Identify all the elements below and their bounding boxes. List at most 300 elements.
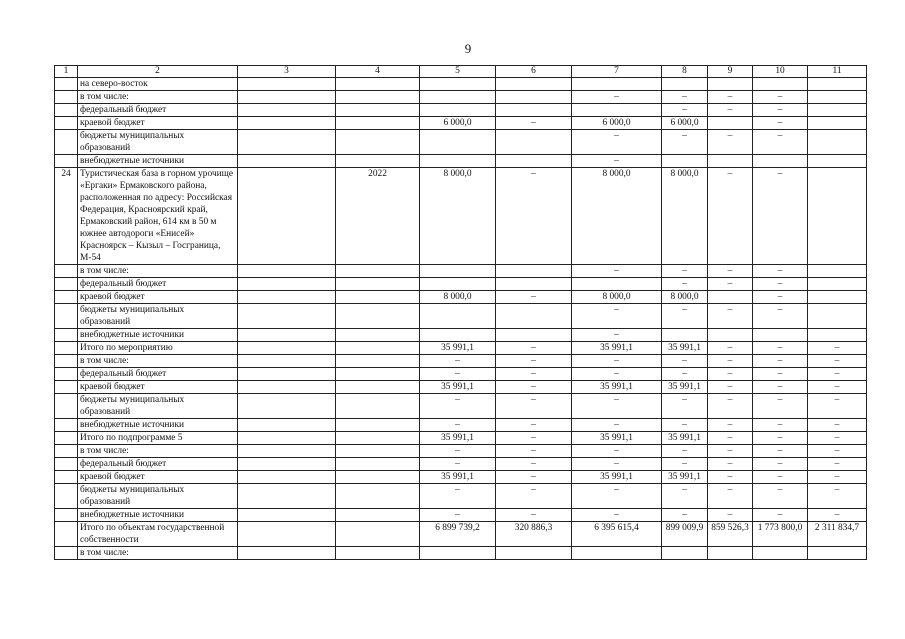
value-cell: [662, 155, 708, 168]
value-cell: –: [496, 368, 572, 381]
description-cell: в том числе:: [78, 265, 238, 278]
header-cell: 7: [572, 66, 662, 78]
value-cell: [420, 304, 496, 329]
value-cell: [238, 355, 336, 368]
value-cell: –: [753, 394, 808, 419]
description-cell: в том числе:: [78, 547, 238, 560]
value-cell: [808, 265, 867, 278]
value-cell: 8 000,0: [420, 168, 496, 265]
description-cell: краевой бюджет: [78, 381, 238, 394]
value-cell: –: [753, 471, 808, 484]
value-cell: –: [662, 458, 708, 471]
table-row: [55, 445, 867, 458]
value-cell: [708, 329, 753, 342]
value-cell: –: [708, 278, 753, 291]
row-number-cell: [55, 484, 78, 509]
table-header-row: [55, 66, 867, 78]
value-cell: 35 991,1: [420, 471, 496, 484]
value-cell: [336, 265, 420, 278]
value-cell: –: [662, 484, 708, 509]
value-cell: –: [708, 342, 753, 355]
page-number: 9: [464, 41, 472, 56]
value-cell: –: [753, 278, 808, 291]
value-cell: –: [753, 117, 808, 130]
value-cell: –: [753, 458, 808, 471]
value-cell: 899 009,9: [662, 522, 708, 547]
value-cell: [420, 78, 496, 91]
value-cell: –: [496, 168, 572, 265]
value-cell: [238, 265, 336, 278]
value-cell: –: [708, 394, 753, 419]
value-cell: –: [753, 104, 808, 117]
value-cell: [708, 117, 753, 130]
value-cell: –: [753, 91, 808, 104]
row-number-cell: [55, 91, 78, 104]
value-cell: [420, 91, 496, 104]
value-cell: –: [753, 130, 808, 155]
table-row: [55, 117, 867, 130]
row-number-cell: [55, 445, 78, 458]
value-cell: [753, 155, 808, 168]
value-cell: –: [708, 304, 753, 329]
value-cell: [238, 471, 336, 484]
value-cell: –: [496, 484, 572, 509]
value-cell: [336, 117, 420, 130]
row-number-cell: [55, 155, 78, 168]
header-cell: 6: [496, 66, 572, 78]
table-row: [55, 368, 867, 381]
table-row: [55, 291, 867, 304]
value-cell: [336, 278, 420, 291]
value-cell: [336, 547, 420, 560]
value-cell: 35 991,1: [662, 432, 708, 445]
value-cell: –: [708, 432, 753, 445]
value-cell: [238, 432, 336, 445]
value-cell: [336, 91, 420, 104]
value-cell: 8 000,0: [662, 291, 708, 304]
value-cell: [572, 104, 662, 117]
value-cell: [753, 547, 808, 560]
budget-table: [54, 65, 867, 560]
value-cell: –: [420, 458, 496, 471]
table-row: [55, 471, 867, 484]
value-cell: 6 899 739,2: [420, 522, 496, 547]
value-cell: –: [753, 381, 808, 394]
value-cell: –: [753, 432, 808, 445]
value-cell: –: [662, 304, 708, 329]
table-row: [55, 155, 867, 168]
row-number-cell: 24: [55, 168, 78, 265]
table-row: [55, 394, 867, 419]
description-cell: в том числе:: [78, 445, 238, 458]
description-cell: Туристическая база в горном урочище «Ергаки» Ермаковского района, расположенная по адресу: Российская Федерация, Красноярский край, Ермаковский район, 614 км в 50 м южнее автодороги «Енисей» Красноярск – Кызыл – Госграница, М-54: [78, 168, 238, 265]
value-cell: –: [808, 355, 867, 368]
table-row: [55, 342, 867, 355]
value-cell: –: [753, 368, 808, 381]
value-cell: –: [708, 168, 753, 265]
value-cell: –: [808, 484, 867, 509]
value-cell: –: [708, 445, 753, 458]
value-cell: –: [572, 91, 662, 104]
value-cell: 8 000,0: [572, 291, 662, 304]
value-cell: –: [708, 509, 753, 522]
row-number-cell: [55, 509, 78, 522]
row-number-cell: [55, 291, 78, 304]
value-cell: –: [572, 368, 662, 381]
value-cell: [238, 368, 336, 381]
value-cell: –: [496, 445, 572, 458]
value-cell: 8 000,0: [420, 291, 496, 304]
value-cell: –: [708, 458, 753, 471]
description-cell: бюджеты муниципальных образований: [78, 304, 238, 329]
value-cell: –: [662, 130, 708, 155]
value-cell: [496, 155, 572, 168]
table-row: [55, 265, 867, 278]
value-cell: 35 991,1: [572, 471, 662, 484]
value-cell: –: [572, 484, 662, 509]
value-cell: –: [662, 509, 708, 522]
description-cell: Итого по подпрограмме 5: [78, 432, 238, 445]
value-cell: [572, 78, 662, 91]
value-cell: [808, 117, 867, 130]
value-cell: 6 000,0: [572, 117, 662, 130]
value-cell: [808, 91, 867, 104]
value-cell: –: [753, 484, 808, 509]
value-cell: [238, 130, 336, 155]
value-cell: [496, 547, 572, 560]
table-row: [55, 458, 867, 471]
value-cell: [420, 155, 496, 168]
value-cell: –: [808, 342, 867, 355]
value-cell: [336, 368, 420, 381]
value-cell: –: [572, 394, 662, 419]
table-row: [55, 104, 867, 117]
value-cell: 6 395 615,4: [572, 522, 662, 547]
value-cell: –: [662, 368, 708, 381]
value-cell: –: [662, 419, 708, 432]
value-cell: –: [662, 278, 708, 291]
value-cell: –: [496, 291, 572, 304]
value-cell: [336, 291, 420, 304]
value-cell: [808, 304, 867, 329]
value-cell: [336, 509, 420, 522]
value-cell: –: [420, 509, 496, 522]
value-cell: –: [708, 381, 753, 394]
value-cell: –: [572, 265, 662, 278]
value-cell: –: [753, 168, 808, 265]
value-cell: [662, 78, 708, 91]
value-cell: [808, 130, 867, 155]
value-cell: [753, 329, 808, 342]
value-cell: [238, 547, 336, 560]
value-cell: [808, 104, 867, 117]
value-cell: [336, 484, 420, 509]
value-cell: –: [572, 458, 662, 471]
value-cell: –: [496, 381, 572, 394]
value-cell: [753, 78, 808, 91]
value-cell: –: [420, 355, 496, 368]
value-cell: [238, 168, 336, 265]
value-cell: –: [496, 342, 572, 355]
value-cell: –: [708, 91, 753, 104]
value-cell: [808, 155, 867, 168]
value-cell: –: [708, 104, 753, 117]
value-cell: [708, 291, 753, 304]
row-number-cell: [55, 329, 78, 342]
value-cell: [238, 484, 336, 509]
value-cell: –: [708, 130, 753, 155]
value-cell: 8 000,0: [662, 168, 708, 265]
value-cell: [238, 509, 336, 522]
value-cell: [808, 168, 867, 265]
value-cell: [420, 329, 496, 342]
row-number-cell: [55, 355, 78, 368]
row-number-cell: [55, 522, 78, 547]
row-number-cell: [55, 117, 78, 130]
value-cell: 35 991,1: [662, 342, 708, 355]
value-cell: [336, 419, 420, 432]
value-cell: [496, 278, 572, 291]
description-cell: внебюджетные источники: [78, 419, 238, 432]
value-cell: [238, 419, 336, 432]
value-cell: –: [420, 394, 496, 419]
value-cell: [708, 78, 753, 91]
value-cell: –: [572, 419, 662, 432]
row-number-cell: [55, 104, 78, 117]
value-cell: [238, 278, 336, 291]
value-cell: [708, 155, 753, 168]
value-cell: –: [808, 368, 867, 381]
description-cell: краевой бюджет: [78, 117, 238, 130]
value-cell: 35 991,1: [420, 432, 496, 445]
value-cell: –: [420, 419, 496, 432]
value-cell: –: [662, 104, 708, 117]
value-cell: –: [662, 265, 708, 278]
value-cell: [496, 130, 572, 155]
value-cell: [336, 304, 420, 329]
table-row: [55, 329, 867, 342]
value-cell: [238, 291, 336, 304]
value-cell: [238, 91, 336, 104]
value-cell: 35 991,1: [572, 342, 662, 355]
description-cell: в том числе:: [78, 355, 238, 368]
value-cell: 35 991,1: [420, 381, 496, 394]
row-number-cell: [55, 278, 78, 291]
value-cell: [420, 130, 496, 155]
value-cell: –: [572, 509, 662, 522]
value-cell: –: [753, 355, 808, 368]
table-row: [55, 168, 867, 265]
value-cell: [238, 445, 336, 458]
table-row: [55, 484, 867, 509]
value-cell: 35 991,1: [662, 471, 708, 484]
header-cell: 1: [55, 66, 78, 78]
value-cell: [238, 381, 336, 394]
value-cell: 35 991,1: [572, 381, 662, 394]
value-cell: –: [753, 509, 808, 522]
value-cell: [420, 265, 496, 278]
value-cell: –: [496, 394, 572, 419]
value-cell: 859 526,3: [708, 522, 753, 547]
value-cell: 8 000,0: [572, 168, 662, 265]
value-cell: –: [496, 509, 572, 522]
value-cell: [336, 432, 420, 445]
table-row: [55, 419, 867, 432]
value-cell: 35 991,1: [420, 342, 496, 355]
value-cell: –: [808, 445, 867, 458]
value-cell: –: [753, 265, 808, 278]
value-cell: –: [496, 117, 572, 130]
header-cell: 5: [420, 66, 496, 78]
value-cell: –: [572, 329, 662, 342]
description-cell: Итого по мероприятию: [78, 342, 238, 355]
table-body: [55, 66, 867, 560]
description-cell: на северо-восток: [78, 78, 238, 91]
value-cell: –: [753, 342, 808, 355]
description-cell: федеральный бюджет: [78, 368, 238, 381]
value-cell: [336, 445, 420, 458]
value-cell: [662, 329, 708, 342]
value-cell: –: [708, 355, 753, 368]
value-cell: –: [708, 484, 753, 509]
value-cell: –: [496, 432, 572, 445]
value-cell: –: [662, 445, 708, 458]
table-row: [55, 91, 867, 104]
table-row: [55, 304, 867, 329]
table-row: [55, 509, 867, 522]
value-cell: [336, 458, 420, 471]
value-cell: –: [572, 445, 662, 458]
value-cell: [238, 522, 336, 547]
description-cell: федеральный бюджет: [78, 278, 238, 291]
row-number-cell: [55, 458, 78, 471]
value-cell: –: [420, 445, 496, 458]
value-cell: [238, 342, 336, 355]
description-cell: внебюджетные источники: [78, 155, 238, 168]
row-number-cell: [55, 342, 78, 355]
row-number-cell: [55, 419, 78, 432]
header-cell: 3: [238, 66, 336, 78]
value-cell: –: [708, 471, 753, 484]
value-cell: –: [808, 458, 867, 471]
value-cell: [808, 547, 867, 560]
value-cell: [336, 130, 420, 155]
row-number-cell: [55, 432, 78, 445]
value-cell: 6 000,0: [662, 117, 708, 130]
description-cell: федеральный бюджет: [78, 458, 238, 471]
value-cell: [496, 91, 572, 104]
value-cell: 320 886,3: [496, 522, 572, 547]
row-number-cell: [55, 381, 78, 394]
value-cell: –: [808, 381, 867, 394]
value-cell: –: [496, 419, 572, 432]
value-cell: [420, 278, 496, 291]
row-number-cell: [55, 78, 78, 91]
table-row: [55, 547, 867, 560]
value-cell: –: [708, 419, 753, 432]
header-cell: 11: [808, 66, 867, 78]
row-number-cell: [55, 394, 78, 419]
value-cell: [420, 104, 496, 117]
description-cell: федеральный бюджет: [78, 104, 238, 117]
value-cell: [336, 155, 420, 168]
header-cell: 4: [336, 66, 420, 78]
value-cell: [238, 394, 336, 419]
description-cell: краевой бюджет: [78, 291, 238, 304]
table-row: [55, 278, 867, 291]
value-cell: 2 311 834,7: [808, 522, 867, 547]
header-cell: 10: [753, 66, 808, 78]
row-number-cell: [55, 471, 78, 484]
value-cell: –: [708, 368, 753, 381]
value-cell: [336, 342, 420, 355]
value-cell: [808, 291, 867, 304]
table-row: [55, 381, 867, 394]
value-cell: [496, 104, 572, 117]
description-cell: бюджеты муниципальных образований: [78, 484, 238, 509]
value-cell: [496, 304, 572, 329]
value-cell: –: [662, 355, 708, 368]
value-cell: –: [496, 458, 572, 471]
value-cell: [336, 78, 420, 91]
value-cell: [336, 355, 420, 368]
value-cell: [238, 78, 336, 91]
table-row: [55, 78, 867, 91]
value-cell: [662, 547, 708, 560]
value-cell: –: [808, 394, 867, 419]
description-cell: в том числе:: [78, 91, 238, 104]
value-cell: –: [808, 471, 867, 484]
value-cell: –: [753, 419, 808, 432]
value-cell: –: [808, 509, 867, 522]
value-cell: –: [572, 304, 662, 329]
value-cell: [496, 265, 572, 278]
value-cell: 35 991,1: [662, 381, 708, 394]
value-cell: [336, 329, 420, 342]
value-cell: [238, 155, 336, 168]
value-cell: [808, 78, 867, 91]
header-cell: 9: [708, 66, 753, 78]
description-cell: Итого по объектам государственной собственности: [78, 522, 238, 547]
value-cell: [336, 394, 420, 419]
value-cell: –: [496, 355, 572, 368]
row-number-cell: [55, 547, 78, 560]
table-row: [55, 355, 867, 368]
value-cell: –: [808, 419, 867, 432]
value-cell: 2022: [336, 168, 420, 265]
row-number-cell: [55, 368, 78, 381]
row-number-cell: [55, 130, 78, 155]
description-cell: бюджеты муниципальных образований: [78, 394, 238, 419]
value-cell: [238, 329, 336, 342]
value-cell: [808, 278, 867, 291]
value-cell: [572, 278, 662, 291]
value-cell: [238, 304, 336, 329]
value-cell: –: [808, 432, 867, 445]
value-cell: –: [572, 130, 662, 155]
value-cell: [238, 104, 336, 117]
value-cell: –: [662, 394, 708, 419]
value-cell: 6 000,0: [420, 117, 496, 130]
value-cell: [336, 104, 420, 117]
value-cell: [420, 547, 496, 560]
value-cell: [336, 471, 420, 484]
value-cell: [496, 78, 572, 91]
description-cell: краевой бюджет: [78, 471, 238, 484]
value-cell: [238, 458, 336, 471]
value-cell: –: [753, 445, 808, 458]
table-row: [55, 522, 867, 547]
